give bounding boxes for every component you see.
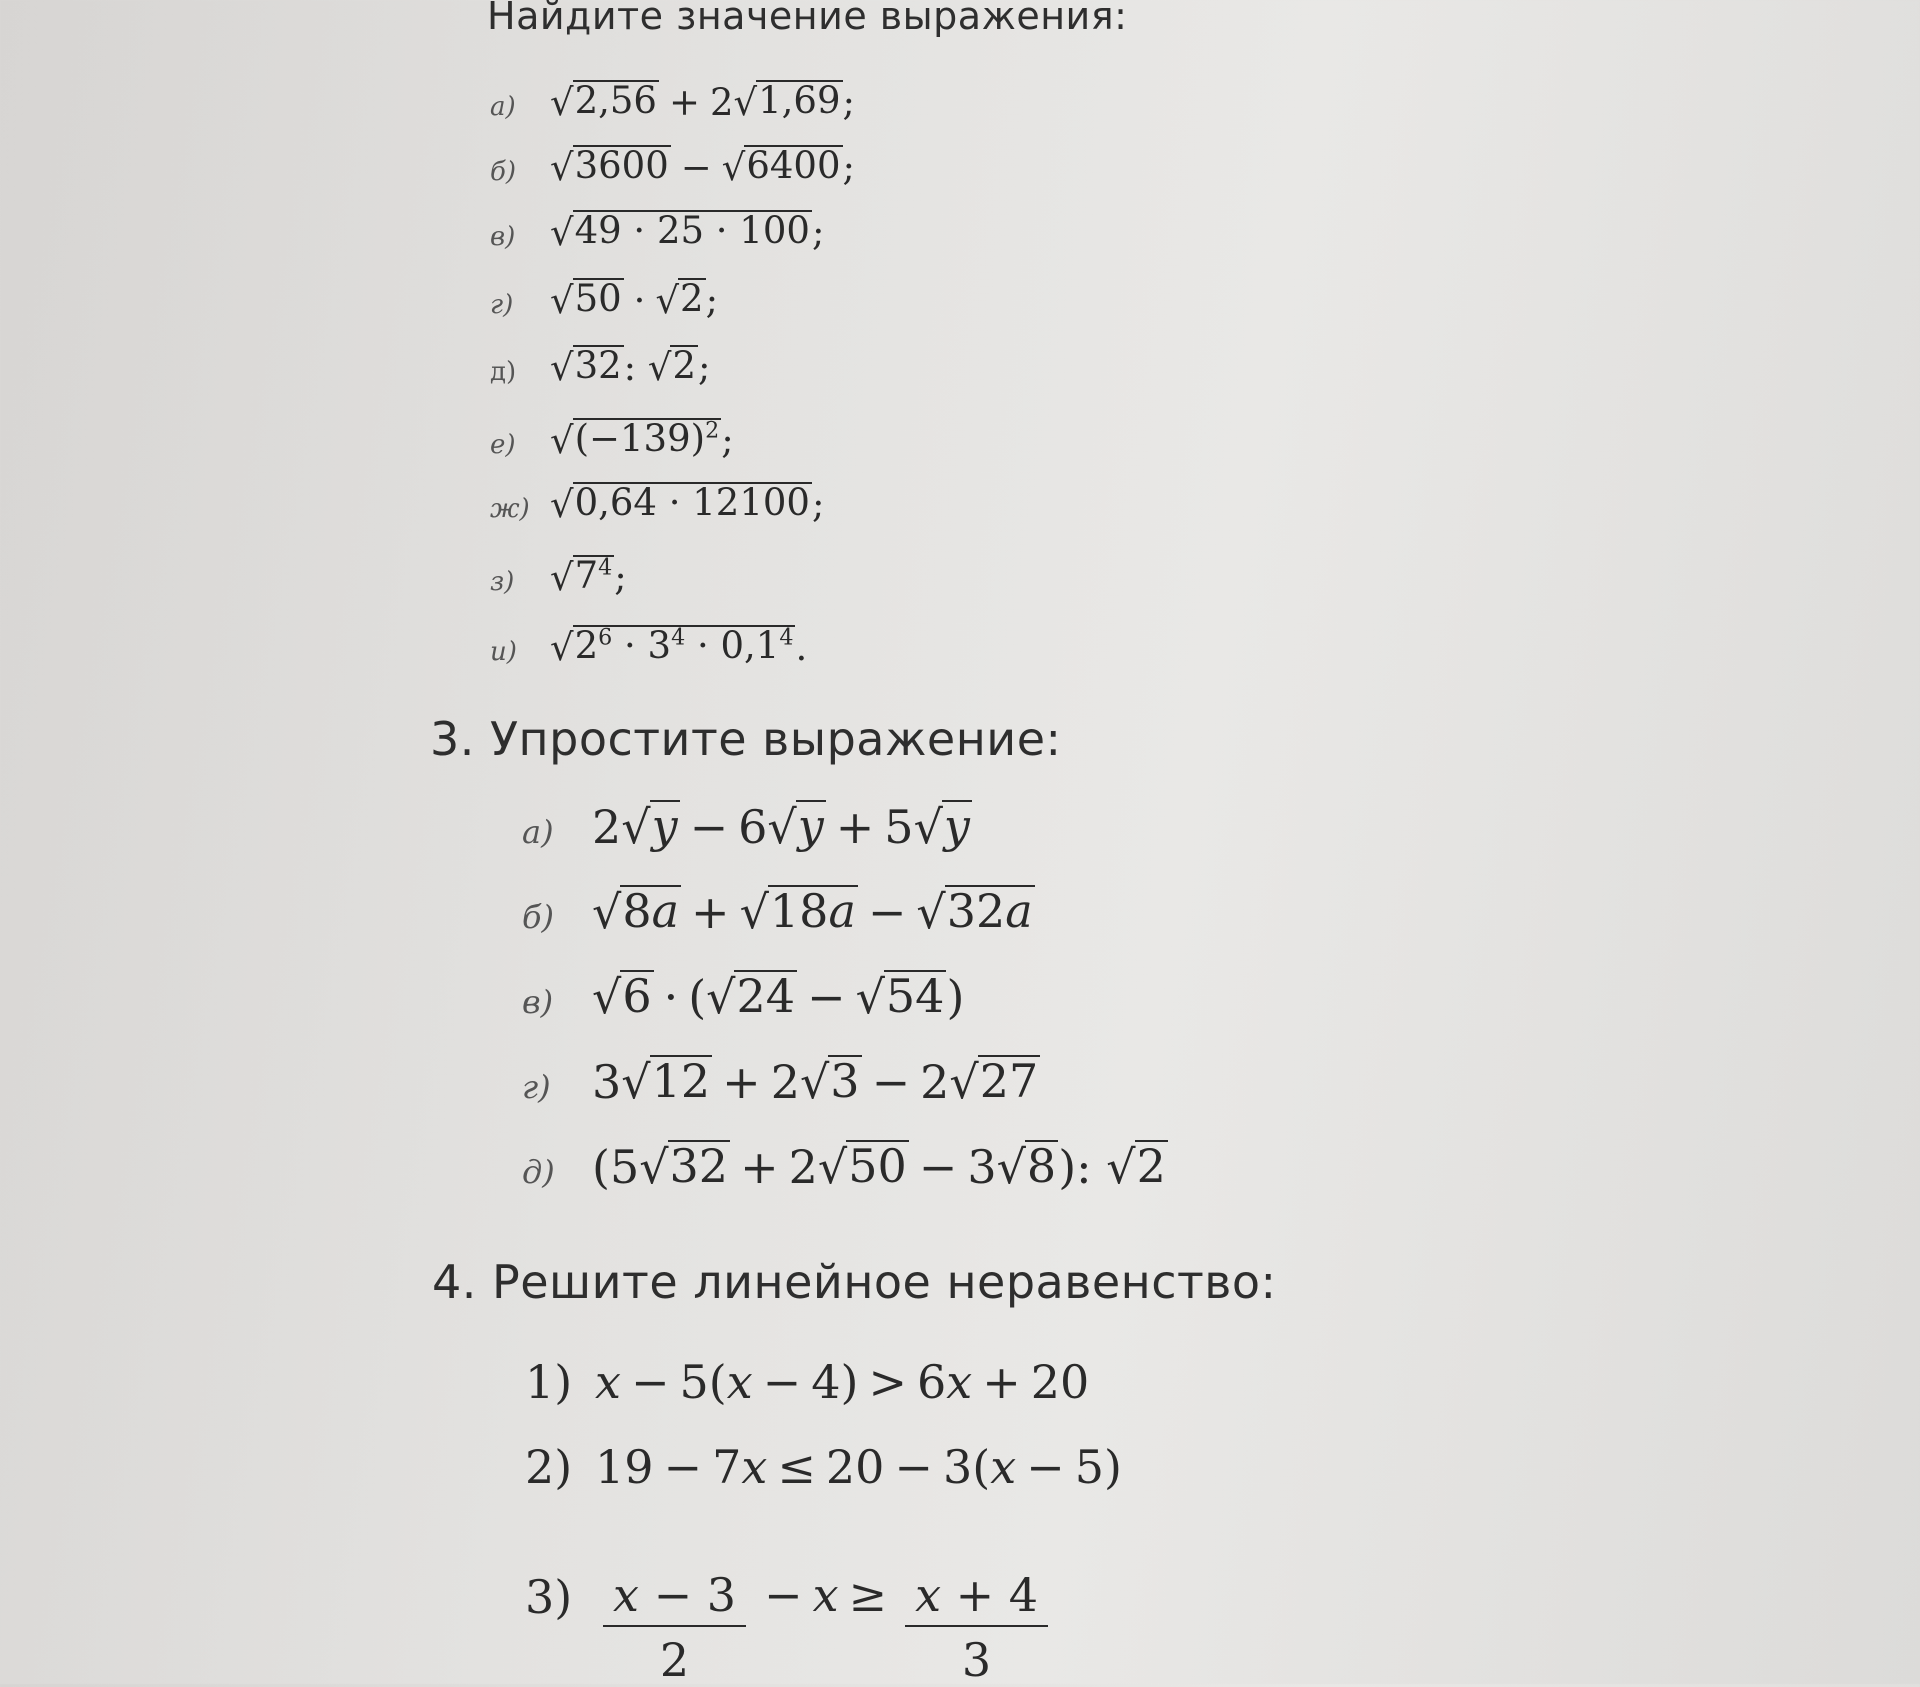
- item-label: з): [490, 566, 515, 597]
- section2-item-b: [490, 145, 855, 189]
- item-label: б): [522, 898, 555, 937]
- expression: √ $2^6 \cdot 3^4 \cdot 0,1^4$ .: [550, 624, 808, 669]
- item-label: г): [490, 289, 514, 320]
- expression: √ 3600 − √ 6400 ;: [550, 144, 855, 189]
- item-label: 2): [525, 1440, 573, 1494]
- section4-item-1: [525, 1355, 1089, 1409]
- item-label: г): [522, 1068, 551, 1107]
- fraction-left: $\frac{x - 3}{2}$: [603, 1570, 746, 1685]
- section3-item-e: [522, 1140, 1168, 1194]
- item-label: е): [490, 429, 516, 460]
- section4-item-3: [525, 1540, 1056, 1687]
- expression: √ $7^4$ ;: [550, 554, 627, 599]
- section3-item-b: [522, 885, 1035, 939]
- section4-item-2: [525, 1440, 1122, 1494]
- fraction-right: $\frac{x + 4}{3}$: [905, 1570, 1048, 1685]
- expression: √ $(-139)^2$ ;: [550, 417, 734, 462]
- section2-title: Найдите значение выражения:: [487, 0, 1128, 38]
- item-label: д): [522, 1153, 555, 1192]
- expression: 19 − 7 x ≤ 20 − 3( x − 5): [595, 1440, 1122, 1494]
- expression: (5 √ 32 + 2 √ 50 − 3 √ 8 ): √ 2: [592, 1139, 1166, 1195]
- section3-item-a: [522, 800, 972, 854]
- section3-item-d: [522, 1055, 1040, 1109]
- expression: 2 √ y − 6 √ y + 5 √ y: [592, 799, 970, 855]
- section2-item-f: [490, 418, 734, 462]
- expression: √ 49 · 25 · 100 ;: [550, 209, 825, 254]
- expression: √ 6 · ( √ 24 − √ 54 ): [592, 969, 965, 1025]
- item-label: ж): [490, 493, 530, 524]
- item-label: и): [490, 636, 517, 667]
- item-label: д): [490, 356, 517, 387]
- section2-item-g: [490, 482, 824, 526]
- expression: x − 5( x − 4) > 6 x + 20: [595, 1355, 1090, 1409]
- expression: √ 50 · √ 2 ;: [550, 277, 719, 322]
- section4-title: 4. Решите линейное неравенство:: [432, 1255, 1277, 1309]
- section2-item-i: [490, 625, 807, 669]
- item-label: в): [522, 983, 554, 1022]
- item-label: б): [490, 156, 517, 187]
- expression: √ 0,64 · 12100 ;: [550, 481, 825, 526]
- expression: 3 √ 12 + 2 √ 3 − 2 √ 27: [592, 1054, 1039, 1110]
- section2-item-h: [490, 555, 627, 599]
- item-label: 1): [525, 1355, 573, 1409]
- item-label: а): [522, 813, 554, 852]
- section3-title: 3. Упростите выражение:: [430, 712, 1062, 766]
- expression: √ 8a + √ 18a − √ 32a: [592, 884, 1033, 940]
- item-label: 3): [525, 1570, 573, 1624]
- expression: $\frac{x - 3}{2}$ − x ≥ $\frac{x + 4}{3}$: [595, 1540, 1056, 1657]
- section2-item-d: [490, 278, 718, 322]
- section2-item-a: [490, 80, 855, 124]
- item-label: в): [490, 221, 516, 252]
- expression: √ 2,56 + 2 √ 1,69 ;: [550, 79, 855, 124]
- section2-item-e: [490, 345, 711, 389]
- expression: √ 32 : √ 2 ;: [550, 344, 711, 389]
- section2-item-c: [490, 210, 824, 254]
- section3-item-c: [522, 970, 964, 1024]
- item-label: а): [490, 91, 516, 122]
